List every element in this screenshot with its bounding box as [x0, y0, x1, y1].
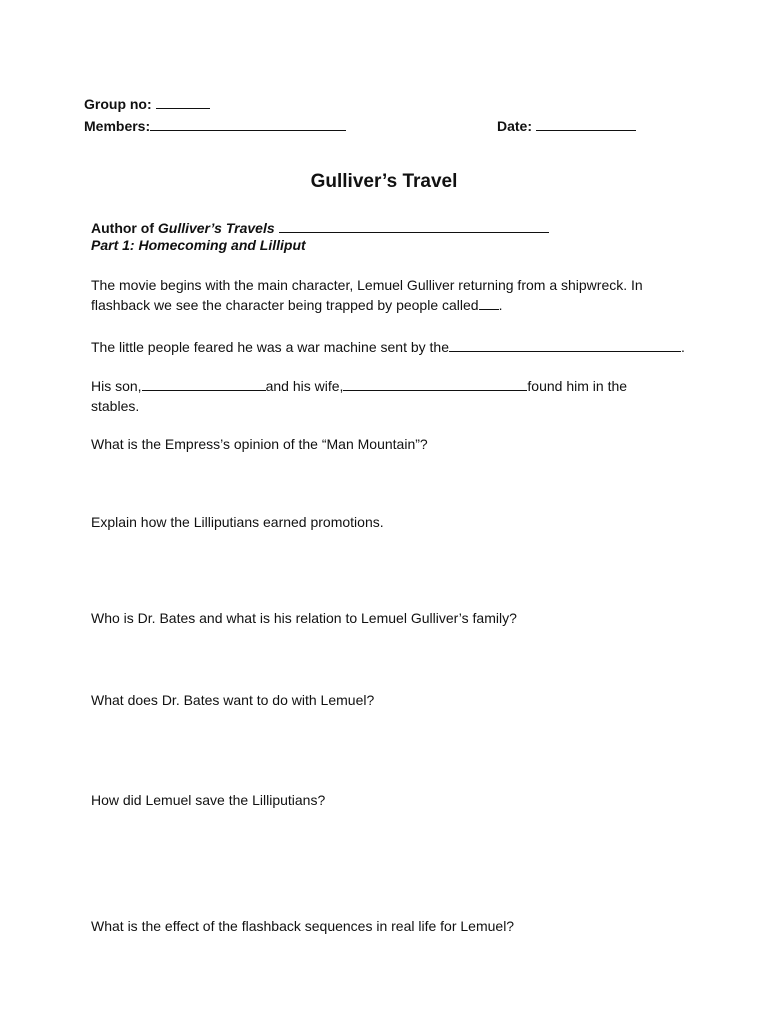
group-no-blank[interactable] [156, 94, 210, 109]
group-no-label: Group no: [84, 96, 152, 112]
question-6: What is the effect of the flashback sequences in real life for Lemuel? [91, 918, 515, 934]
question-4: What does Dr. Bates want to do with Lemuel? [91, 692, 375, 708]
son-blank[interactable] [142, 376, 266, 391]
para1-end: . [498, 297, 503, 313]
author-line [91, 218, 549, 236]
members-field [84, 116, 346, 134]
book-title: Gulliver’s Travels [157, 220, 275, 236]
members-blank[interactable] [150, 116, 346, 131]
date-blank[interactable] [536, 116, 636, 131]
people-called-blank[interactable] [479, 295, 499, 310]
para1-line2 [91, 295, 502, 315]
date-field [497, 116, 636, 134]
members-label: Members: [84, 118, 151, 134]
para1-line2-text: flashback we see the character being trapped by people called [91, 297, 479, 313]
page-title: Gulliver’s Travel [310, 171, 458, 192]
para2-line [91, 337, 685, 357]
date-label: Date: [497, 118, 533, 134]
question-3: Who is Dr. Bates and what is his relation to Lemuel Gulliver’s family? [91, 610, 517, 626]
author-label: Author of [91, 220, 154, 236]
wife-blank[interactable] [343, 376, 527, 391]
para2-text: The little people feared he was a war machine sent by the [91, 339, 449, 355]
group-no-field [84, 94, 210, 112]
para3-line1 [91, 376, 627, 396]
para2-end: . [680, 339, 685, 355]
question-1: What is the Empress’s opinion of the “Man Mountain”? [91, 436, 428, 452]
para3-wife: and his wife, [265, 378, 344, 394]
author-blank[interactable] [279, 218, 549, 233]
para3-son: His son, [91, 378, 142, 394]
part-heading: Part 1: Homecoming and Lilliput [91, 237, 306, 253]
para1-line1: The movie begins with the main character, Lemuel Gulliver returning from a shipwreck. In [91, 277, 643, 293]
war-machine-blank[interactable] [449, 337, 681, 352]
question-2: Explain how the Lilliputians earned promotions. [91, 514, 384, 530]
para3-found: found him in the [527, 378, 628, 394]
para3-line2: stables. [91, 398, 140, 414]
question-5: How did Lemuel save the Lilliputians? [91, 792, 326, 808]
